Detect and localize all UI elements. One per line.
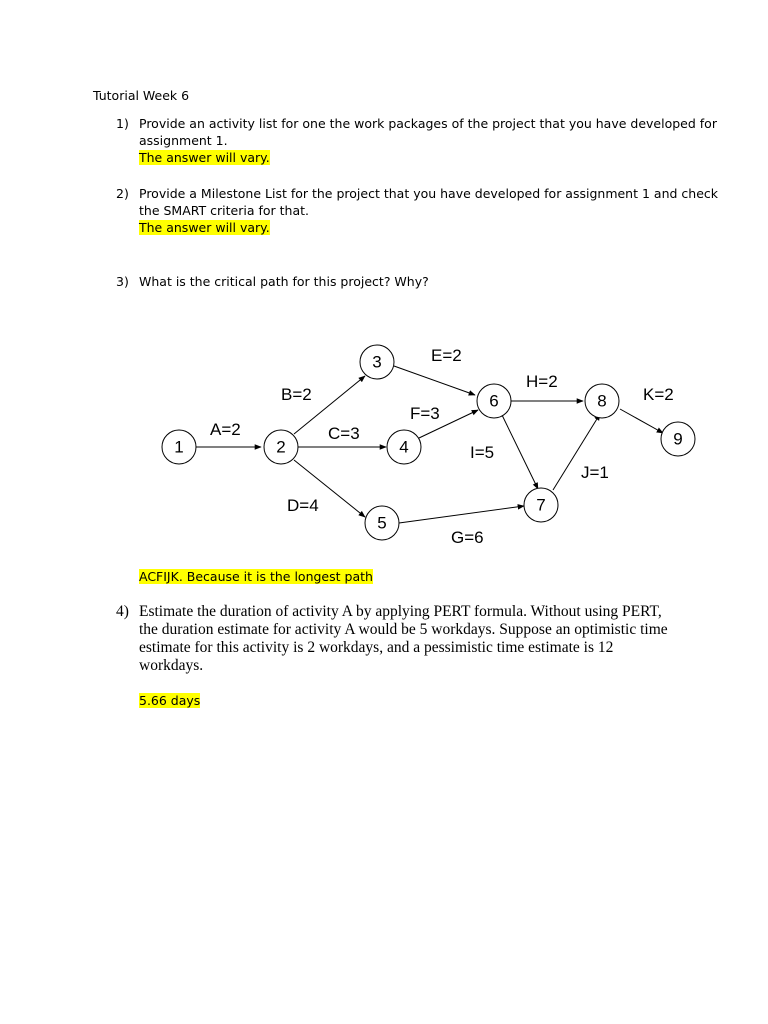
node-9-label: 9	[673, 429, 683, 449]
activity-h-label: H=2	[526, 372, 558, 391]
q1-answer-highlight: The answer will vary.	[139, 150, 270, 165]
node-2-label: 2	[276, 437, 286, 457]
activity-e-label: E=2	[431, 346, 462, 365]
q1-number: 1)	[116, 116, 129, 131]
q4-text-line2: the duration estimate for activity A would be 5 workdays. Suppose an optimistic time	[139, 621, 668, 638]
activity-g-label: G=6	[451, 528, 484, 547]
document-title: Tutorial Week 6	[93, 88, 190, 103]
edge-i	[502, 415, 538, 489]
q4-text-line4: workdays.	[139, 657, 204, 674]
activity-f-label: F=3	[410, 404, 440, 423]
activity-i-label: I=5	[470, 443, 495, 462]
node-4-label: 4	[399, 437, 409, 457]
q2-answer-highlight: The answer will vary.	[139, 220, 270, 235]
q3-number: 3)	[116, 274, 129, 289]
q4-text-line3: estimate for this activity is 2 workdays, and a pessimistic time estimate is 12	[139, 639, 614, 656]
q4-answer	[139, 692, 200, 709]
node-3-label: 3	[372, 352, 382, 372]
activity-c-label: C=3	[328, 424, 360, 443]
activity-b-label: B=2	[281, 385, 312, 404]
node-1-label: 1	[174, 437, 184, 457]
activity-a-label: A=2	[210, 420, 241, 439]
node-7-label: 7	[536, 495, 546, 515]
activity-k-label: K=2	[643, 385, 674, 404]
activity-d-label: D=4	[287, 496, 319, 515]
edge-g	[399, 506, 524, 523]
node-5-label: 5	[377, 513, 387, 533]
q4-answer-highlight: 5.66 days	[139, 693, 201, 708]
q3-answer	[139, 568, 373, 585]
node-8-label: 8	[597, 391, 607, 411]
q4-number: 4)	[116, 603, 129, 620]
q1-text-line2: assignment 1.	[139, 133, 228, 148]
q1-text-line1: Provide an activity list for one the work packages of the project that you have developed for	[139, 116, 717, 131]
edge-e	[394, 366, 475, 395]
q3-answer-highlight: ACFIJK. Because it is the longest path	[139, 569, 373, 584]
edge-k	[620, 409, 663, 433]
q2-text-line1: Provide a Milestone List for the project that you have developed for assignment 1 and check	[139, 186, 718, 201]
q2-number: 2)	[116, 186, 129, 201]
q3-text-line1: What is the critical path for this project? Why?	[139, 274, 429, 289]
node-6-label: 6	[489, 391, 499, 411]
activity-j-label: J=1	[581, 463, 609, 482]
q2-text-line2: the SMART criteria for that.	[139, 203, 309, 218]
q4-text-line1: Estimate the duration of activity A by applying PERT formula. Without using PERT,	[139, 603, 662, 620]
